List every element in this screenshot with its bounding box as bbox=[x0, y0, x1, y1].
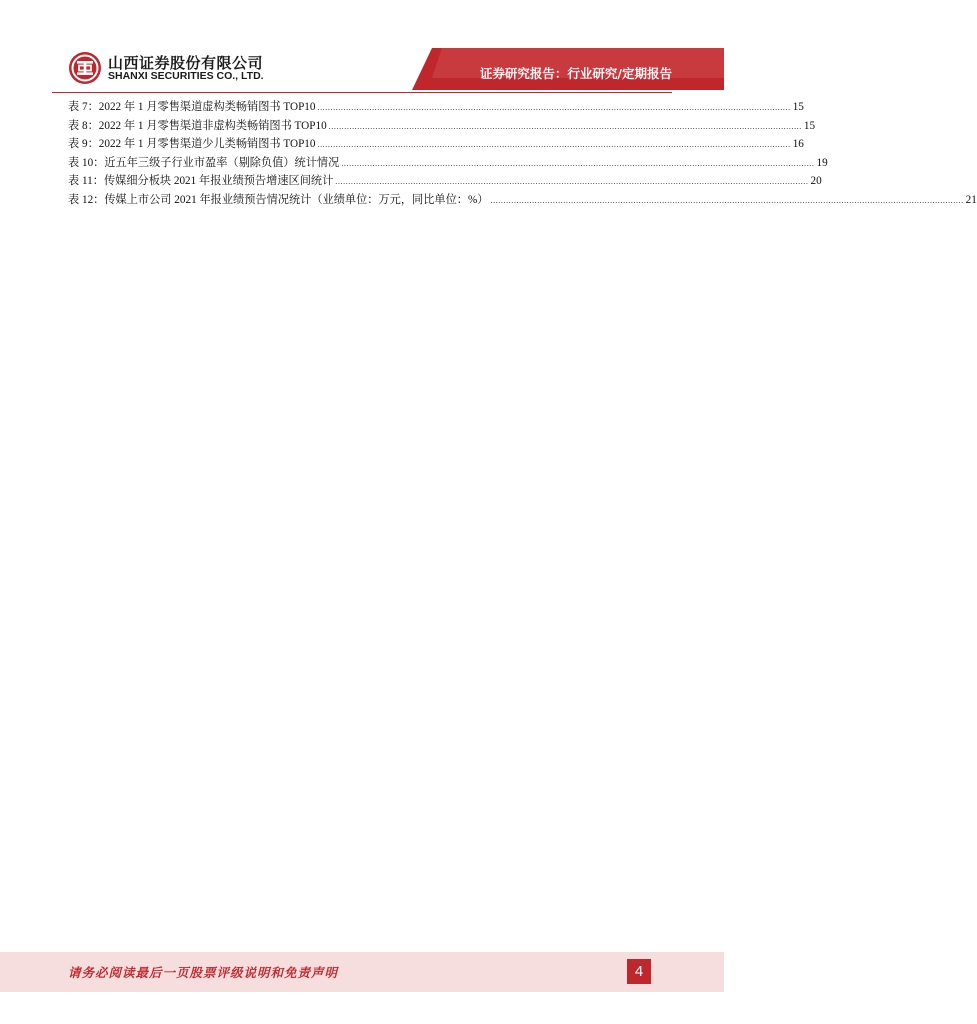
toc-leader-dots: ...................................................................................................................................................................................... bbox=[341, 158, 815, 168]
toc-entry-page: 19 bbox=[816, 156, 828, 169]
toc-entry-title: 表 12：传媒上市公司 2021 年报业绩预告情况统计（业绩单位：万元，同比单位：%） bbox=[68, 193, 489, 206]
toc-entry-title: 表 10：近五年三级子行业市盈率（剔除负值）统计情况 bbox=[68, 156, 340, 169]
disclaimer-notice: 请务必阅读最后一页股票评级说明和免责声明 bbox=[68, 965, 339, 980]
toc-leader-dots: ...................................................................................................................................................................................... bbox=[490, 195, 964, 205]
toc-entry-page: 20 bbox=[810, 175, 822, 188]
toc-entry[interactable] bbox=[68, 117, 816, 136]
page-header bbox=[0, 0, 724, 96]
toc-entry[interactable] bbox=[68, 135, 804, 154]
toc-entry[interactable] bbox=[68, 191, 977, 210]
toc-entry-title: 表 9：2022 年 1 月零售渠道少儿类畅销图书 TOP10 bbox=[68, 138, 316, 151]
toc-entry-page: 21 bbox=[965, 193, 977, 206]
header-divider bbox=[52, 92, 672, 93]
toc-entry-page: 15 bbox=[803, 119, 816, 132]
toc-entry-title: 表 8：2022 年 1 月零售渠道非虚构类畅销图书 TOP10 bbox=[68, 119, 327, 132]
toc-entry[interactable] bbox=[68, 98, 804, 117]
toc-leader-dots: ...................................................................................................................................................................................... bbox=[328, 121, 802, 131]
report-type-label: 证券研究报告：行业研究/定期报告 bbox=[479, 66, 672, 81]
toc-leader-dots: ...................................................................................................................................................................................... bbox=[317, 103, 791, 112]
toc-entry-title: 表 11：传媒细分板块 2021 年报业绩预告增速区间统计 bbox=[68, 175, 334, 188]
page-number: 4 bbox=[627, 959, 651, 984]
toc-leader-dots: ...................................................................................................................................................................................... bbox=[317, 140, 791, 150]
table-of-contents bbox=[68, 98, 977, 210]
toc-entry-title: 表 7：2022 年 1 月零售渠道虚构类畅销图书 TOP10 bbox=[68, 101, 316, 113]
toc-entry-page: 15 bbox=[792, 101, 804, 113]
company-name-cn: 山西证券股份有限公司 bbox=[108, 54, 264, 72]
toc-entry-page: 16 bbox=[792, 138, 804, 151]
toc-entry[interactable] bbox=[68, 172, 822, 191]
toc-entry[interactable] bbox=[68, 154, 828, 173]
company-name-en: SHANXI SECURITIES CO., LTD. bbox=[108, 70, 264, 82]
toc-leader-dots: ...................................................................................................................................................................................... bbox=[335, 177, 809, 187]
